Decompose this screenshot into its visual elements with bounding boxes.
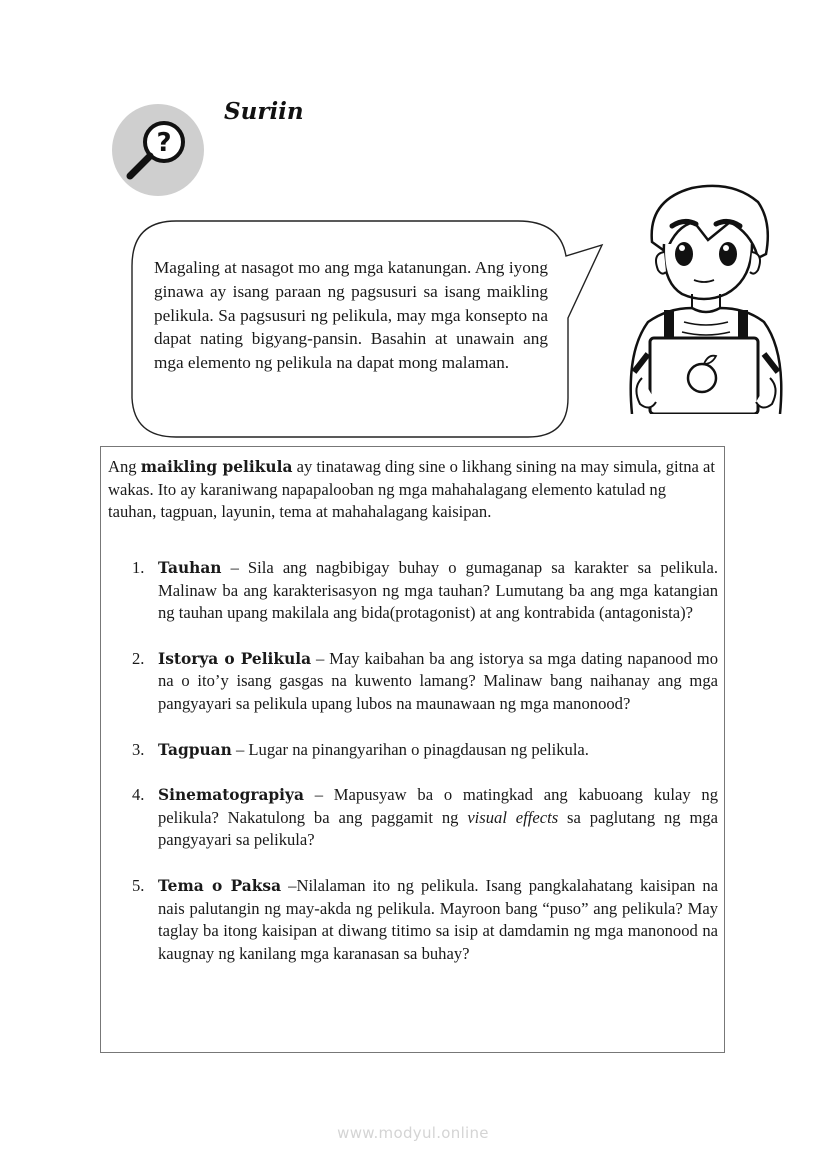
element-term: Istorya o Pelikula: [158, 649, 312, 668]
boy-holding-tablet-illustration: [612, 182, 800, 414]
intro-paragraph: [108, 456, 718, 524]
element-description: – Mapusyaw ba o matingkad ang kabuoang kulay ng pelikula? Nakatulong ba ang paggamit ng: [158, 785, 718, 827]
list-item: [132, 784, 718, 852]
element-term: Tema o Paksa: [158, 876, 282, 895]
section-title: Suriin: [224, 98, 304, 125]
list-item: [132, 739, 718, 762]
intro-body: ay tinatawag ding sine o likhang sining na may simula, gitna at wakas. Ito ay karaniwang napapalooban ng mga mahahalagang elemento katulad ng tauhan, tagpuan, layunin, tema at mahahalagang kaisipan.: [108, 457, 716, 522]
element-description: – May kaibahan ba ang istorya sa mga dating napanood mo na o ito’y isang gasgas na kuwento lamang? Malinaw bang naihanay ang mga pangyayari sa pelikula upang lubos na maunawaan ng mga manonood?: [158, 648, 719, 713]
intro-term: maikling pelikula: [140, 458, 293, 476]
list-number: 3.: [132, 739, 145, 759]
list-item: [132, 557, 718, 625]
watermark: www.modyul.online: [337, 1124, 489, 1142]
svg-text:?: ?: [156, 128, 172, 158]
element-description-italic: visual effects: [467, 807, 559, 827]
list-item: [132, 648, 718, 716]
list-number: 4.: [132, 785, 145, 805]
elements-list: [132, 557, 718, 965]
intro-prefix: Ang: [108, 457, 141, 476]
element-description: –Nilalaman ito ng pelikula. Isang pangkalahatang kaisipan na nais palutangin ng may-akda ng pelikula. Mayroon bang “puso” ang pelikula? May taglay ba itong kaisipan at diwang titimo sa isip at damdamin ng mga manonood na kaugnay ng kanilang mga karanasan sa buhay?: [158, 875, 718, 963]
element-term: Tagpuan: [158, 740, 232, 759]
speech-bubble-text: Magaling at nasagot mo ang mga katanungan. Ang iyong ginawa ay isang paraan ng pagsusuri sa isang maikling pelikula. Sa pagsusuri ng pelikula, may mga konsepto na dapat nating bigyang-pansin. Basahin at unawain ang mga elemento ng pelikula na dapat mong malaman.: [154, 258, 548, 373]
list-number: 2.: [132, 648, 145, 668]
element-description: – Sila ang nagbibigay buhay o gumaganap sa karakter sa pelikula. Malinaw ba ang karakterisasyon ng mga tauhan? Lumutang ba ang mga katangian ng tauhan upang makilala ang bida(protagonist) at ang kontrabida (antagonista)?: [158, 558, 718, 623]
element-description-end: sa paglutang ng mga pangyayari sa pelikula?: [158, 807, 719, 850]
list-item: [132, 875, 718, 965]
element-description: – Lugar na pinangyarihan o pinagdausan ng pelikula.: [231, 739, 589, 759]
element-term: Sinematograpiya: [158, 786, 304, 805]
magnifier-question-icon: [112, 104, 204, 196]
element-term: Tauhan: [158, 559, 222, 577]
list-number: 5.: [132, 875, 145, 895]
list-number: 1.: [132, 558, 145, 577]
